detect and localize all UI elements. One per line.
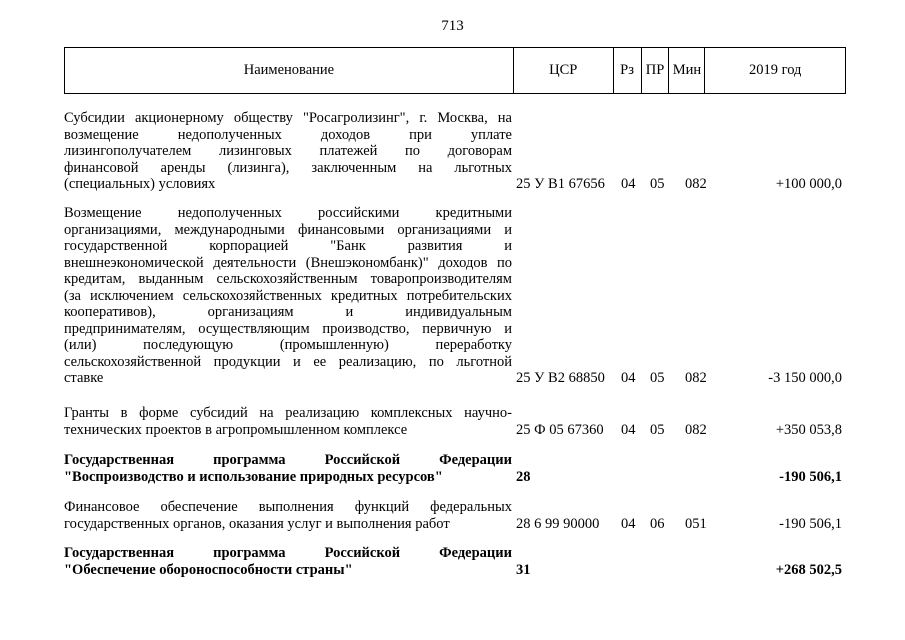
row-csr: 25 У В1 67656: [516, 176, 605, 192]
row-csr: 28: [516, 469, 531, 485]
row-csr: 25 У В2 68850: [516, 370, 605, 386]
table-header: [64, 47, 846, 94]
row-name-line: кооперативов), организациям и индивидуальным: [64, 304, 512, 320]
row-csr: 31: [516, 562, 531, 578]
row-name-line: (специальных) условиях: [64, 176, 216, 192]
row-name-line: Гранты в форме субсидий на реализацию комплексных научно-: [64, 405, 512, 421]
row-name-line: "Обеспечение обороноспособности страны": [64, 561, 353, 578]
row-pr: 05: [650, 422, 665, 438]
row-name-line: кредитам, выданным сельскохозяйственным товаропроизводителям: [64, 271, 512, 287]
row-rz: 04: [621, 422, 636, 438]
row-min: 051: [685, 516, 707, 532]
row-pr: 05: [650, 176, 665, 192]
header-year: 2019 год: [748, 62, 802, 78]
row-csr: 28 6 99 90000: [516, 516, 600, 532]
header-rz: Рз: [614, 48, 642, 93]
header-min: Мин: [669, 48, 705, 93]
row-name-line: финансовой аренды (лизинга), заключенным на льготных: [64, 159, 512, 176]
row-rz: 04: [621, 516, 636, 532]
row-pr: 05: [650, 370, 665, 386]
row-amount: +100 000,0: [775, 176, 842, 192]
row-name-line: Субсидии акционерному обществу "Росагролизинг", г. Москва, на: [64, 110, 512, 126]
row-name-line: государственной корпорацией "Банк развития и: [64, 238, 512, 254]
row-name-line: лизингополучателем лизинговых платежей по договорам: [64, 143, 512, 159]
row-name-line: (или) последующую (промышленную) переработку: [64, 337, 512, 353]
row-name-line: ставке: [64, 370, 104, 386]
row-amount: -3 150 000,0: [768, 370, 842, 386]
row-name-line: Финансовое обеспечение выполнения функций федеральных: [64, 499, 512, 515]
row-name-line: сельскохозяйственной продукции и ее реализацию, по льготной: [64, 353, 512, 370]
row-amount: +268 502,5: [775, 562, 842, 578]
row-name-line: предпринимателям, осуществляющим производство, первичную и: [64, 320, 512, 337]
row-name-line: Возмещение недополученных российскими кредитными: [64, 205, 512, 221]
row-name-line: возмещение недополученных доходов при уплате: [64, 126, 512, 143]
row-csr: 25 Ф 05 67360: [516, 422, 604, 438]
row-pr: 06: [650, 516, 665, 532]
header-name: Наименование: [65, 48, 514, 93]
row-name-line: "Воспроизводство и использование природных ресурсов": [64, 468, 443, 485]
row-min: 082: [685, 370, 707, 386]
row-rz: 04: [621, 370, 636, 386]
row-min: 082: [685, 176, 707, 192]
row-name-line: внешнеэкономической деятельности (Внешэкономбанк)" доходов по: [64, 254, 512, 271]
row-name-line: технических проектов в агропромышленном комплексе: [64, 421, 408, 438]
row-rz: 04: [621, 176, 636, 192]
row-amount: -190 506,1: [779, 516, 842, 532]
row-name-line: Государственная программа Российской Федерации: [64, 545, 512, 561]
header-csr: ЦСР: [514, 48, 614, 93]
page-number: 713: [441, 18, 464, 34]
row-min: 082: [685, 422, 707, 438]
row-name-line: (за исключением сельскохозяйственных кредитных потребительских: [64, 287, 512, 304]
row-name: [64, 205, 512, 387]
header-pr: ПР: [642, 48, 670, 93]
row-name-line: Государственная программа Российской Федерации: [64, 452, 512, 468]
row-amount: -190 506,1: [779, 469, 842, 485]
row-name-line: государственных органов, оказания услуг и выполнения работ: [64, 515, 450, 532]
row-amount: +350 053,8: [775, 422, 842, 438]
row-name-line: организациями, международными финансовыми организациями и: [64, 221, 512, 238]
